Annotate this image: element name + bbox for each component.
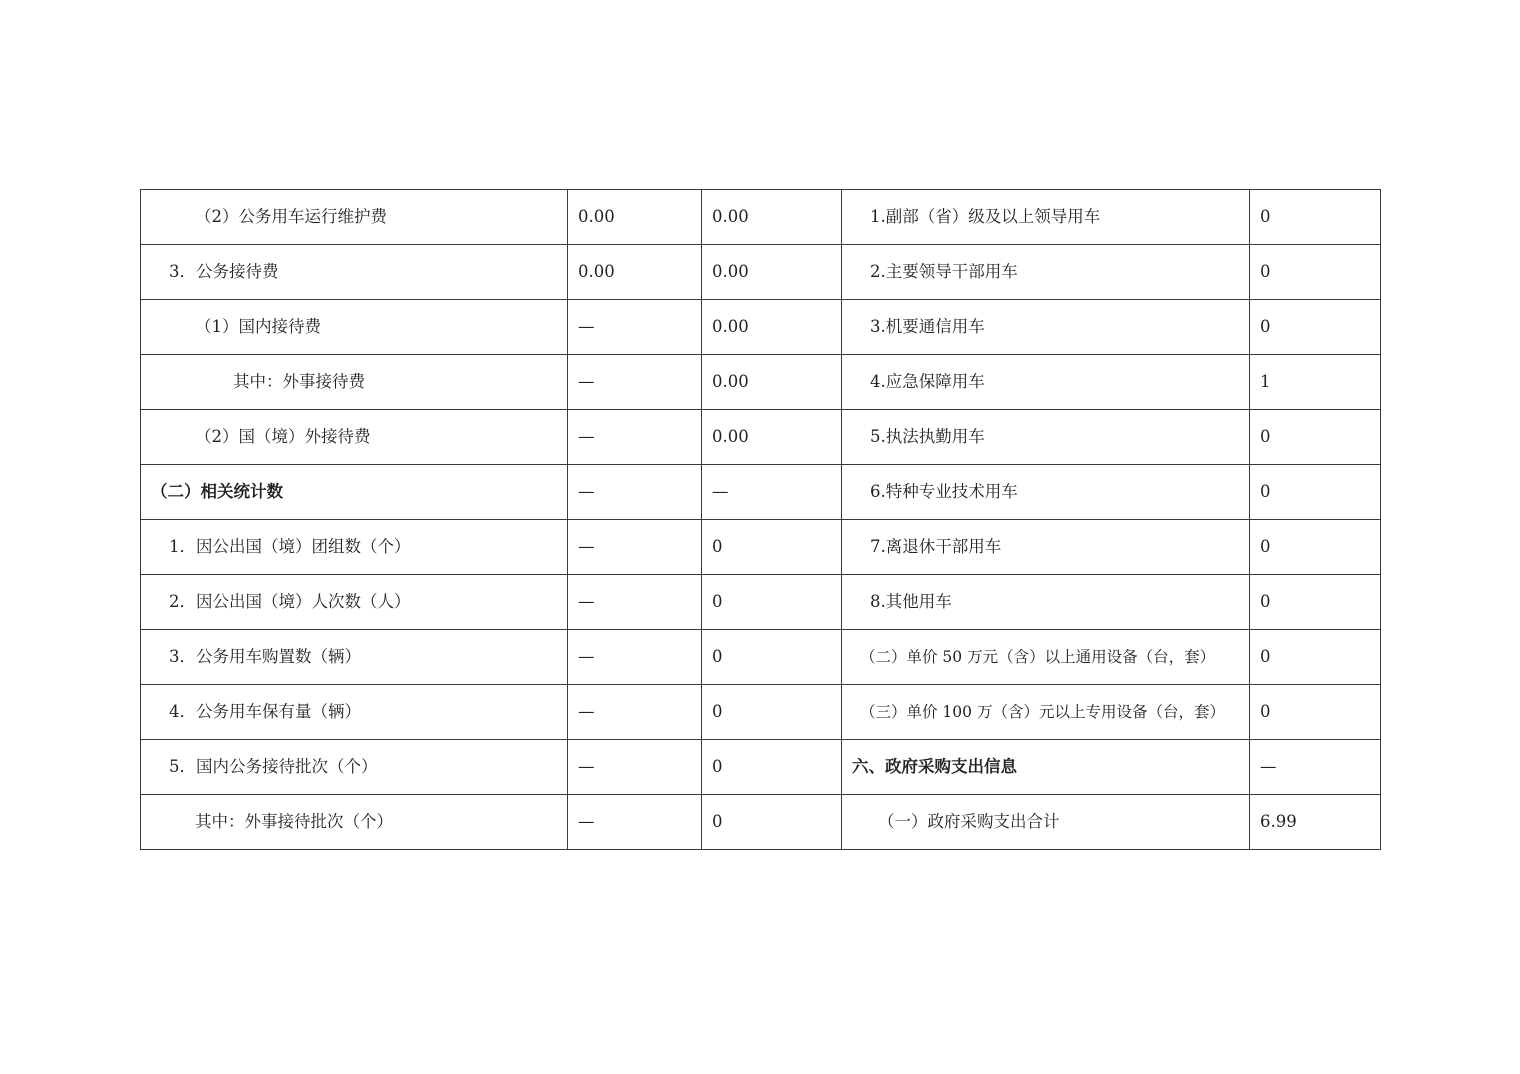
table-row	[141, 520, 1381, 575]
right-value: 0	[1250, 190, 1381, 245]
row-value-1: 0.00	[568, 190, 702, 245]
row-value-1: —	[568, 740, 702, 795]
right-label: 1.副部（省）级及以上领导用车	[842, 190, 1250, 245]
right-value: 0	[1250, 575, 1381, 630]
right-section-heading: 六、政府采购支出信息	[842, 740, 1250, 795]
row-value-2: 0.00	[702, 355, 842, 410]
table-row	[141, 685, 1381, 740]
table-row	[141, 795, 1381, 850]
row-value-1: —	[568, 410, 702, 465]
row-label: 3．公务用车购置数（辆）	[141, 630, 568, 685]
right-label: 5.执法执勤用车	[842, 410, 1250, 465]
row-value-1: —	[568, 465, 702, 520]
row-value-1: —	[568, 795, 702, 850]
right-label: 4.应急保障用车	[842, 355, 1250, 410]
row-label: 4．公务用车保有量（辆）	[141, 685, 568, 740]
right-label: （二）单价 50 万元（含）以上通用设备（台，套）	[842, 630, 1250, 685]
row-value-2: 0.00	[702, 300, 842, 355]
right-value: —	[1250, 740, 1381, 795]
right-value: 0	[1250, 465, 1381, 520]
right-label: 6.特种专业技术用车	[842, 465, 1250, 520]
table-row	[141, 190, 1381, 245]
row-value-1: —	[568, 630, 702, 685]
row-value-1: —	[568, 300, 702, 355]
right-label: （一）政府采购支出合计	[842, 795, 1250, 850]
row-label: 1．因公出国（境）团组数（个）	[141, 520, 568, 575]
right-label: 8.其他用车	[842, 575, 1250, 630]
right-value: 1	[1250, 355, 1381, 410]
row-value-1: —	[568, 520, 702, 575]
right-value: 0	[1250, 410, 1381, 465]
row-value-2: 0	[702, 740, 842, 795]
table-row	[141, 740, 1381, 795]
right-value: 0	[1250, 300, 1381, 355]
table-row	[141, 355, 1381, 410]
row-value-1: —	[568, 355, 702, 410]
right-value: 0	[1250, 520, 1381, 575]
table-row	[141, 300, 1381, 355]
right-label: 3.机要通信用车	[842, 300, 1250, 355]
row-label: （1）国内接待费	[141, 300, 568, 355]
right-value: 0	[1250, 245, 1381, 300]
row-value-1: 0.00	[568, 245, 702, 300]
right-value: 0	[1250, 685, 1381, 740]
row-label: （2）公务用车运行维护费	[141, 190, 568, 245]
right-value: 0	[1250, 630, 1381, 685]
row-value-2: 0	[702, 520, 842, 575]
right-label: （三）单价 100 万（含）元以上专用设备（台，套）	[842, 685, 1250, 740]
row-value-1: —	[568, 685, 702, 740]
table-row	[141, 465, 1381, 520]
row-value-2: 0.00	[702, 410, 842, 465]
row-label: 其中：外事接待费	[141, 355, 568, 410]
row-label: 其中：外事接待批次（个）	[141, 795, 568, 850]
table-row	[141, 630, 1381, 685]
row-label: （2）国（境）外接待费	[141, 410, 568, 465]
row-label: 3．公务接待费	[141, 245, 568, 300]
table-row	[141, 575, 1381, 630]
section-heading: （二）相关统计数	[141, 465, 568, 520]
right-value: 6.99	[1250, 795, 1381, 850]
row-value-2: —	[702, 465, 842, 520]
row-label: 5．国内公务接待批次（个）	[141, 740, 568, 795]
expenditure-table	[140, 189, 1381, 850]
row-label: 2．因公出国（境）人次数（人）	[141, 575, 568, 630]
right-label: 7.离退休干部用车	[842, 520, 1250, 575]
row-value-1: —	[568, 575, 702, 630]
row-value-2: 0.00	[702, 245, 842, 300]
row-value-2: 0	[702, 795, 842, 850]
row-value-2: 0	[702, 630, 842, 685]
row-value-2: 0	[702, 575, 842, 630]
table-row	[141, 410, 1381, 465]
row-value-2: 0.00	[702, 190, 842, 245]
table-row	[141, 245, 1381, 300]
right-label: 2.主要领导干部用车	[842, 245, 1250, 300]
row-value-2: 0	[702, 685, 842, 740]
